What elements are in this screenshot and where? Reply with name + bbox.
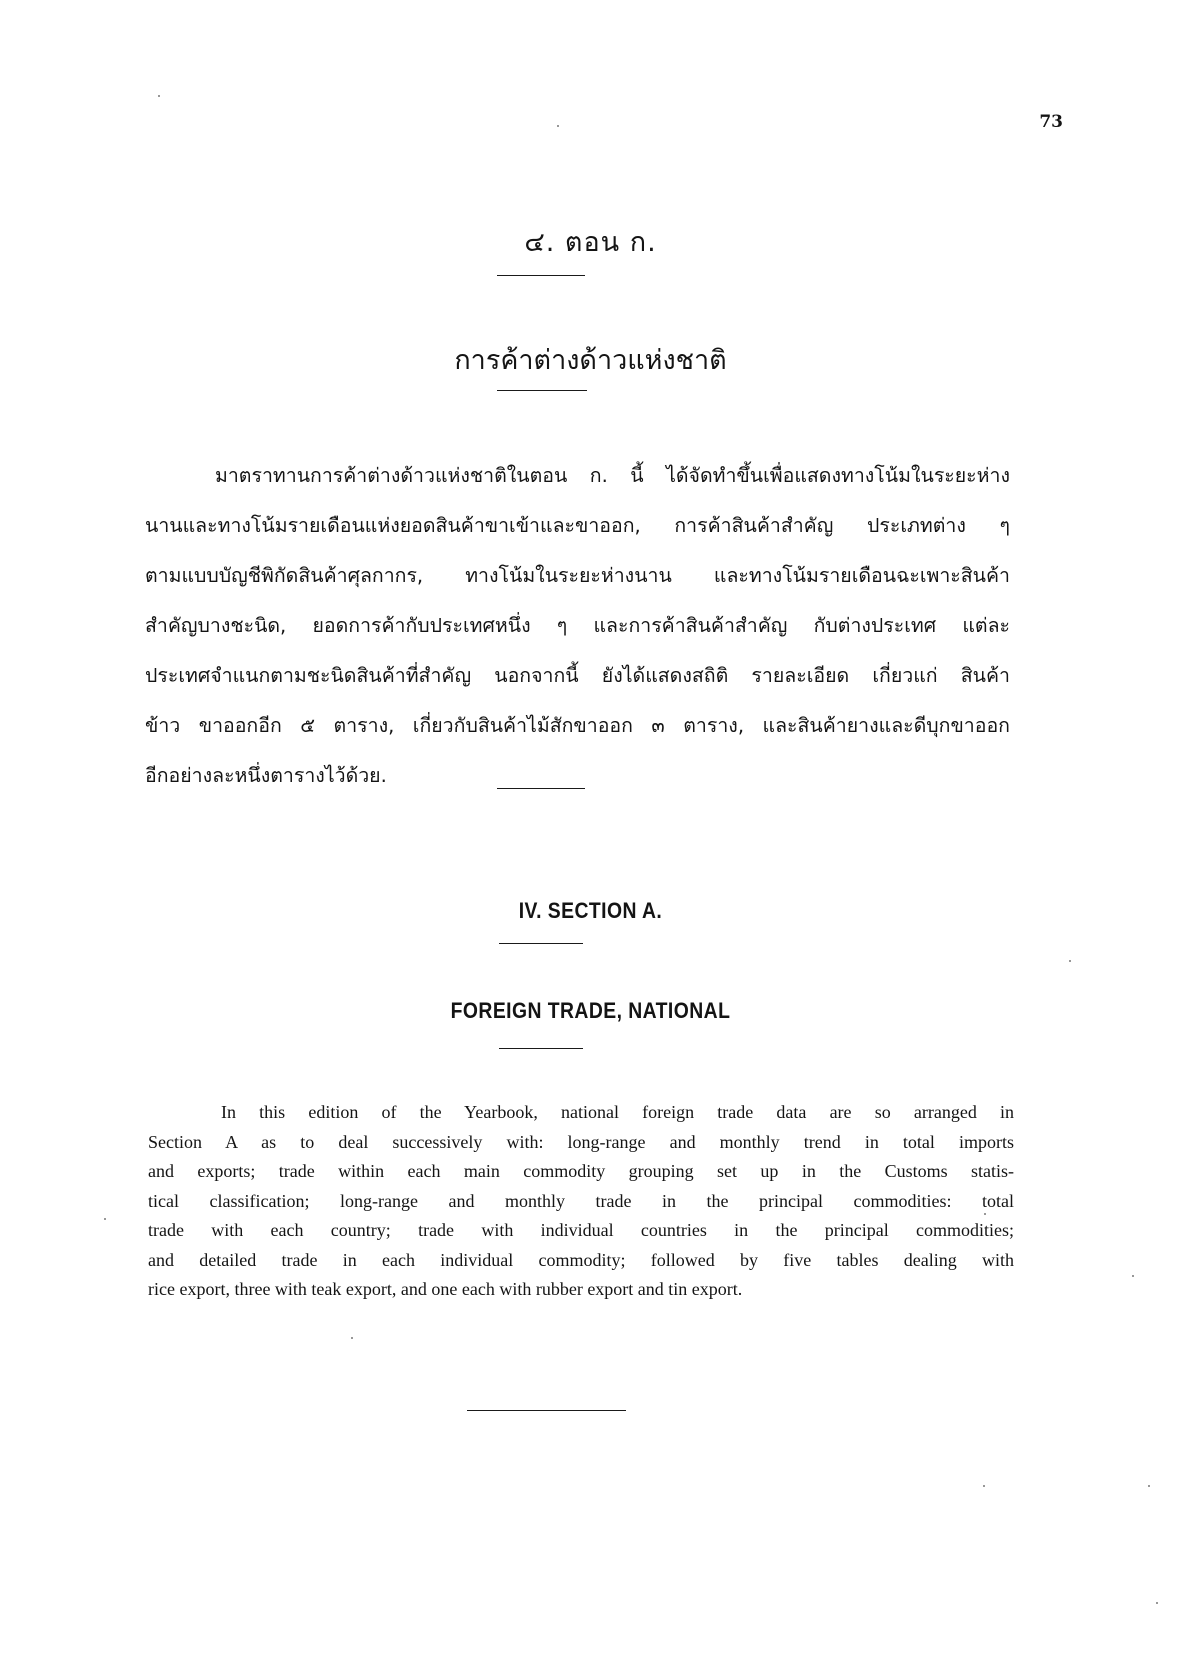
divider-rule <box>497 275 585 276</box>
paragraph-line: ประเทศจำแนกตามชะนิดสินค้าที่สำคัญ นอกจากนี้ ยังได้แสดงสถิติ รายละเอียด เกี่ยวแก่ สินค้า <box>145 664 1010 687</box>
english-section-title: FOREIGN TRADE, NATIONAL <box>450 998 731 1023</box>
paragraph-line: ตามแบบบัญชีพิกัดสินค้าศุลกากร, ทางโน้มในระยะห่างนาน และทางโน้มรายเดือนฉะเพาะสินค้า <box>145 564 1010 587</box>
paragraph-line: สำคัญบางชะนิด, ยอดการค้ากับประเทศหนึ่ง ๆ และการค้าสินค้าสำคัญ กับต่างประเทศ แต่ละ <box>145 614 1010 637</box>
paragraph-line: and exports; trade within each main commodity grouping set up in the Customs statis- <box>148 1161 1014 1181</box>
end-rule <box>467 1410 626 1411</box>
divider-rule <box>497 788 585 789</box>
paragraph-line: trade with each country; trade with individual countries in the principal commodities; <box>148 1220 1014 1240</box>
paragraph-line: In this edition of the Yearbook, national foreign trade data are so arranged in <box>221 1102 1014 1122</box>
page-number: 73 <box>1039 112 1063 132</box>
paragraph-line: นานและทางโน้มรายเดือนแห่งยอดสินค้าขาเข้าและขาออก, การค้าสินค้าสำคัญ ประเภทต่าง ๆ <box>145 514 1010 537</box>
paragraph-line: tical classification; long-range and monthly trade in the principal commodities: total <box>148 1190 1014 1211</box>
divider-rule <box>499 943 583 944</box>
scan-speck <box>1148 1485 1150 1487</box>
scan-speck <box>984 1213 986 1215</box>
paragraph-line: rice export, three with teak export, and one each with rubber export and tin export. <box>148 1279 743 1299</box>
scan-speck <box>158 95 160 97</box>
scan-speck <box>104 1218 106 1220</box>
scan-speck <box>1156 1602 1158 1604</box>
thai-section-heading: ๔. ตอน ก. <box>524 227 657 258</box>
thai-section-title: การค้าต่างด้าวแห่งชาติ <box>454 345 727 376</box>
scan-speck <box>1132 1275 1134 1277</box>
paragraph-line: มาตราทานการค้าต่างด้าวแห่งชาติในตอน ก. นี้ ได้จัดทำขึ้นเพื่อแสดงทางโน้มในระยะห่าง <box>215 464 1010 487</box>
divider-rule <box>497 390 587 391</box>
scan-speck <box>1069 960 1071 962</box>
english-section-heading: IV. SECTION A. <box>518 898 663 923</box>
scan-speck <box>983 1485 985 1487</box>
paragraph-line: อีกอย่างละหนึ่งตารางไว้ด้วย. <box>145 764 387 787</box>
english-paragraph <box>148 1098 1014 1305</box>
paragraph-line: Section A as to deal successively with: long-range and monthly trend in total imports <box>148 1131 1014 1152</box>
thai-paragraph <box>145 451 1010 801</box>
scan-speck <box>351 1337 353 1339</box>
paragraph-line: and detailed trade in each individual commodity; followed by five tables dealing with <box>148 1249 1014 1270</box>
divider-rule <box>499 1048 583 1049</box>
paragraph-line: ข้าว ขาออกอีก ๕ ตาราง, เกี่ยวกับสินค้าไม้สักขาออก ๓ ตาราง, และสินค้ายางและดีบุกขาออก <box>145 714 1010 737</box>
scan-speck <box>557 125 559 127</box>
